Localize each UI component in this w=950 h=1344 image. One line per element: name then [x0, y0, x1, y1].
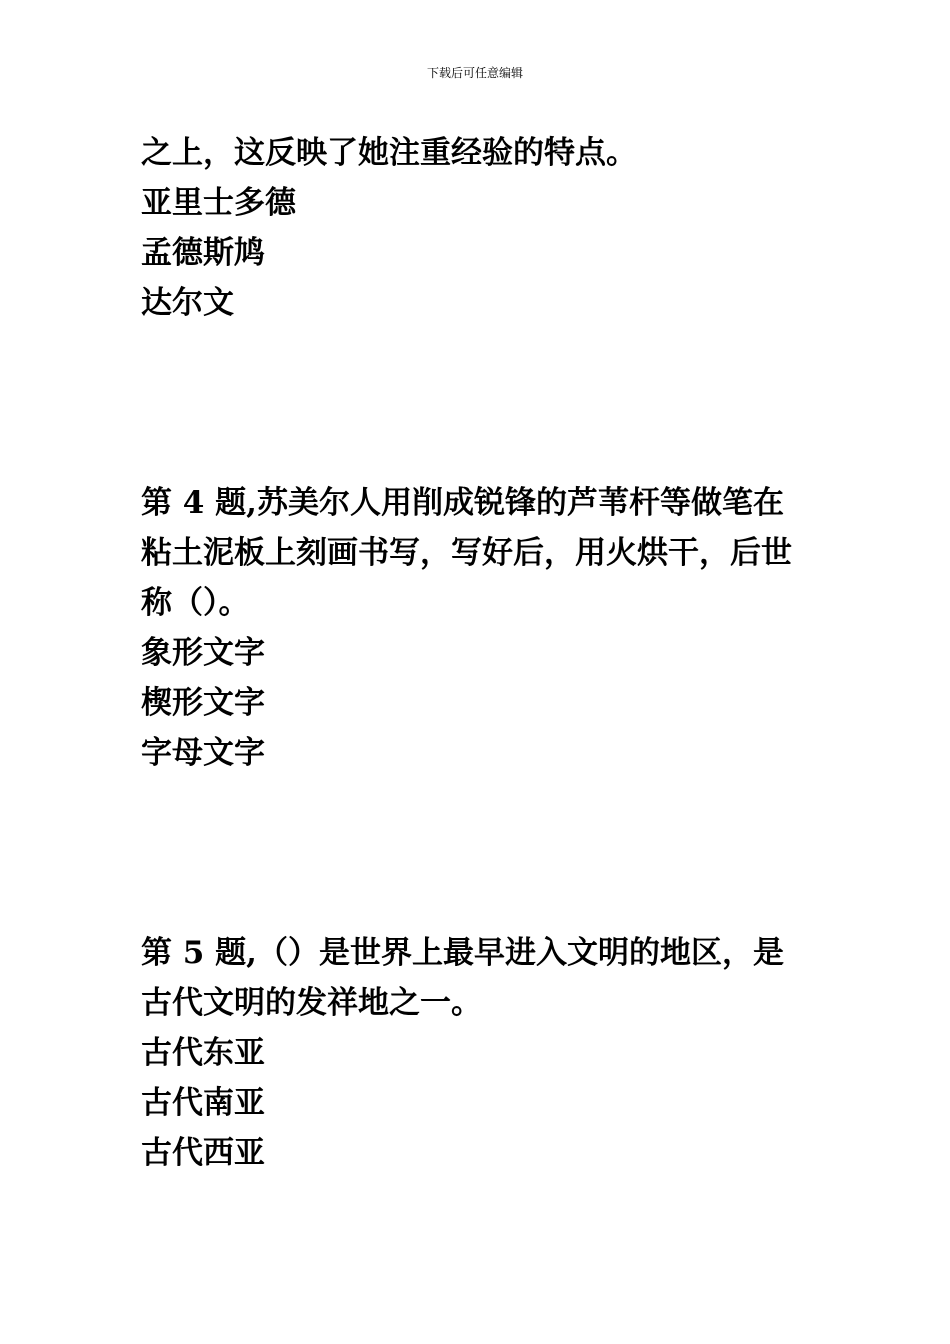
- option-c: 达尔文: [141, 285, 234, 321]
- question-stem-line: 古代文明的发祥地之一。: [141, 985, 482, 1021]
- question-stem-line: 第 4 题,苏美尔人用削成锐锋的芦苇杆等做笔在: [141, 485, 784, 521]
- option-b: 楔形文字: [141, 685, 265, 721]
- option-b: 孟德斯鸠: [141, 235, 265, 271]
- option-b: 古代南亚: [141, 1085, 265, 1121]
- option-c: 古代西亚: [141, 1135, 265, 1171]
- spacer: [141, 328, 821, 478]
- question-stem-line: 粘土泥板上刻画书写，写好后，用火烘干，后世: [141, 535, 792, 571]
- option-a: 象形文字: [141, 635, 265, 671]
- question-text-continuation: 之上，这反映了她注重经验的特点。: [141, 135, 637, 171]
- option-a: 古代东亚: [141, 1035, 265, 1071]
- question-4: [141, 478, 821, 778]
- page-header: 下载后可任意编辑: [426, 66, 523, 80]
- question-stem-line: 第 5 题,（）是世界上最早进入文明的地区，是: [141, 935, 784, 971]
- document-body: [141, 128, 821, 1178]
- question-5: [141, 928, 821, 1178]
- option-c: 字母文字: [141, 735, 265, 771]
- question-3-tail: [141, 128, 821, 328]
- option-a: 亚里士多德: [141, 185, 296, 221]
- question-stem-line: 称（）。: [141, 585, 250, 621]
- spacer: [141, 778, 821, 928]
